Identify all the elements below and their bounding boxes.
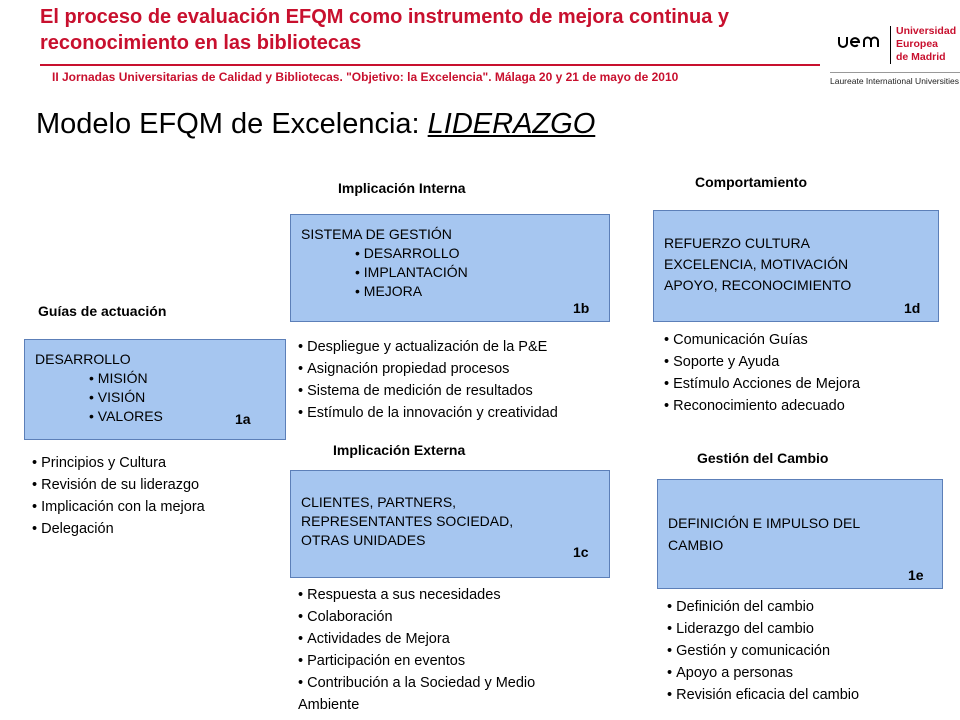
- list-item: • Implicación con la mejora: [32, 496, 205, 518]
- page-title: Modelo EFQM de Excelencia: LIDERAZGO: [36, 108, 596, 140]
- bullets-1d: [664, 329, 860, 417]
- list-item: • Reconocimiento adecuado: [664, 395, 860, 417]
- list-item: • Contribución a la Sociedad y Medio: [298, 672, 535, 694]
- box-1c-line: REPRESENTANTES SOCIEDAD,: [301, 513, 514, 529]
- list-item: • Participación en eventos: [298, 650, 535, 672]
- heading-1d: Comportamiento: [695, 174, 807, 190]
- box-1d-line: APOYO, RECONOCIMIENTO: [664, 277, 852, 293]
- code-1c: 1c: [573, 544, 589, 560]
- code-1e: 1e: [908, 567, 924, 583]
- box-1c: [290, 470, 610, 578]
- code-1d: 1d: [904, 300, 921, 316]
- title-emphasis: LIDERAZGO: [427, 108, 596, 140]
- box-1b-title: SISTEMA DE GESTIÓN: [301, 226, 452, 242]
- box-1b: [290, 214, 610, 322]
- list-item: • Apoyo a personas: [667, 662, 859, 684]
- list-item: • Gestión y comunicación: [667, 640, 859, 662]
- code-1b: 1b: [573, 300, 590, 316]
- list-item: • MEJORA: [301, 282, 601, 301]
- list-item: • Estímulo Acciones de Mejora: [664, 373, 860, 395]
- heading-1e: Gestión del Cambio: [697, 450, 829, 466]
- list-item: • Asignación propiedad procesos: [298, 358, 558, 380]
- university-name: Universidad Europea de Madrid: [896, 25, 957, 63]
- heading-1a: Guías de actuación: [38, 303, 167, 319]
- heading-1b: Implicación Interna: [338, 180, 466, 196]
- list-item: • Principios y Cultura: [32, 452, 205, 474]
- heading-1c: Implicación Externa: [333, 442, 466, 458]
- header-title: El proceso de evaluación EFQM como instrumento de mejora continua y reconocimiento en las bibliotecas: [40, 6, 730, 54]
- box-1c-line: OTRAS UNIDADES: [301, 532, 426, 548]
- box-1e: [657, 479, 943, 589]
- list-item: • Revisión eficacia del cambio: [667, 684, 859, 706]
- list-item: • Estímulo de la innovación y creatividad: [298, 402, 558, 424]
- list-item: • Comunicación Guías: [664, 329, 860, 351]
- list-item: • Colaboración: [298, 606, 535, 628]
- header-subtitle: II Jornadas Universitarias de Calidad y Bibliotecas. "Objetivo: la Excelencia". Málaga 20 y 21 de mayo de 2010: [52, 70, 679, 84]
- bullets-1c-tail: Ambiente: [298, 697, 360, 713]
- logo-tagline: Laureate International Universities: [830, 76, 959, 86]
- box-1e-line: DEFINICIÓN E IMPULSO DEL: [668, 515, 861, 531]
- list-item: • Sistema de medición de resultados: [298, 380, 558, 402]
- list-item: • Soporte y Ayuda: [664, 351, 860, 373]
- logo-rule: [830, 72, 960, 73]
- box-1c-line: CLIENTES, PARTNERS,: [301, 494, 457, 510]
- list-item: • Respuesta a sus necesidades: [298, 584, 535, 606]
- header-divider: [40, 64, 820, 66]
- bullets-1e: [667, 596, 859, 706]
- box-1a: [24, 339, 286, 440]
- list-item: • Actividades de Mejora: [298, 628, 535, 650]
- box-1d: [653, 210, 939, 322]
- code-1a: 1a: [235, 411, 251, 427]
- list-item: • Delegación: [32, 518, 205, 540]
- list-item: • VISIÓN: [35, 388, 277, 407]
- uem-logo-icon: [836, 32, 886, 52]
- list-item: • Definición del cambio: [667, 596, 859, 618]
- logo-divider: [890, 26, 891, 64]
- list-item: • Despliegue y actualización de la P&E: [298, 336, 558, 358]
- box-1b-list: [301, 244, 601, 301]
- list-item: • Liderazgo del cambio: [667, 618, 859, 640]
- list-item: • VALORES: [35, 407, 277, 426]
- bullets-1b: [298, 336, 558, 424]
- bullets-1a: [32, 452, 205, 540]
- list-item: • MISIÓN: [35, 369, 277, 388]
- bullets-1c: [298, 584, 535, 694]
- box-1e-line: CAMBIO: [668, 537, 724, 553]
- box-1a-title: DESARROLLO: [35, 351, 131, 367]
- box-1d-line: EXCELENCIA, MOTIVACIÓN: [664, 256, 849, 272]
- list-item: • IMPLANTACIÓN: [301, 263, 601, 282]
- university-logo: [830, 8, 960, 98]
- list-item: • DESARROLLO: [301, 244, 601, 263]
- box-1d-line: REFUERZO CULTURA: [664, 235, 810, 251]
- list-item: • Revisión de su liderazgo: [32, 474, 205, 496]
